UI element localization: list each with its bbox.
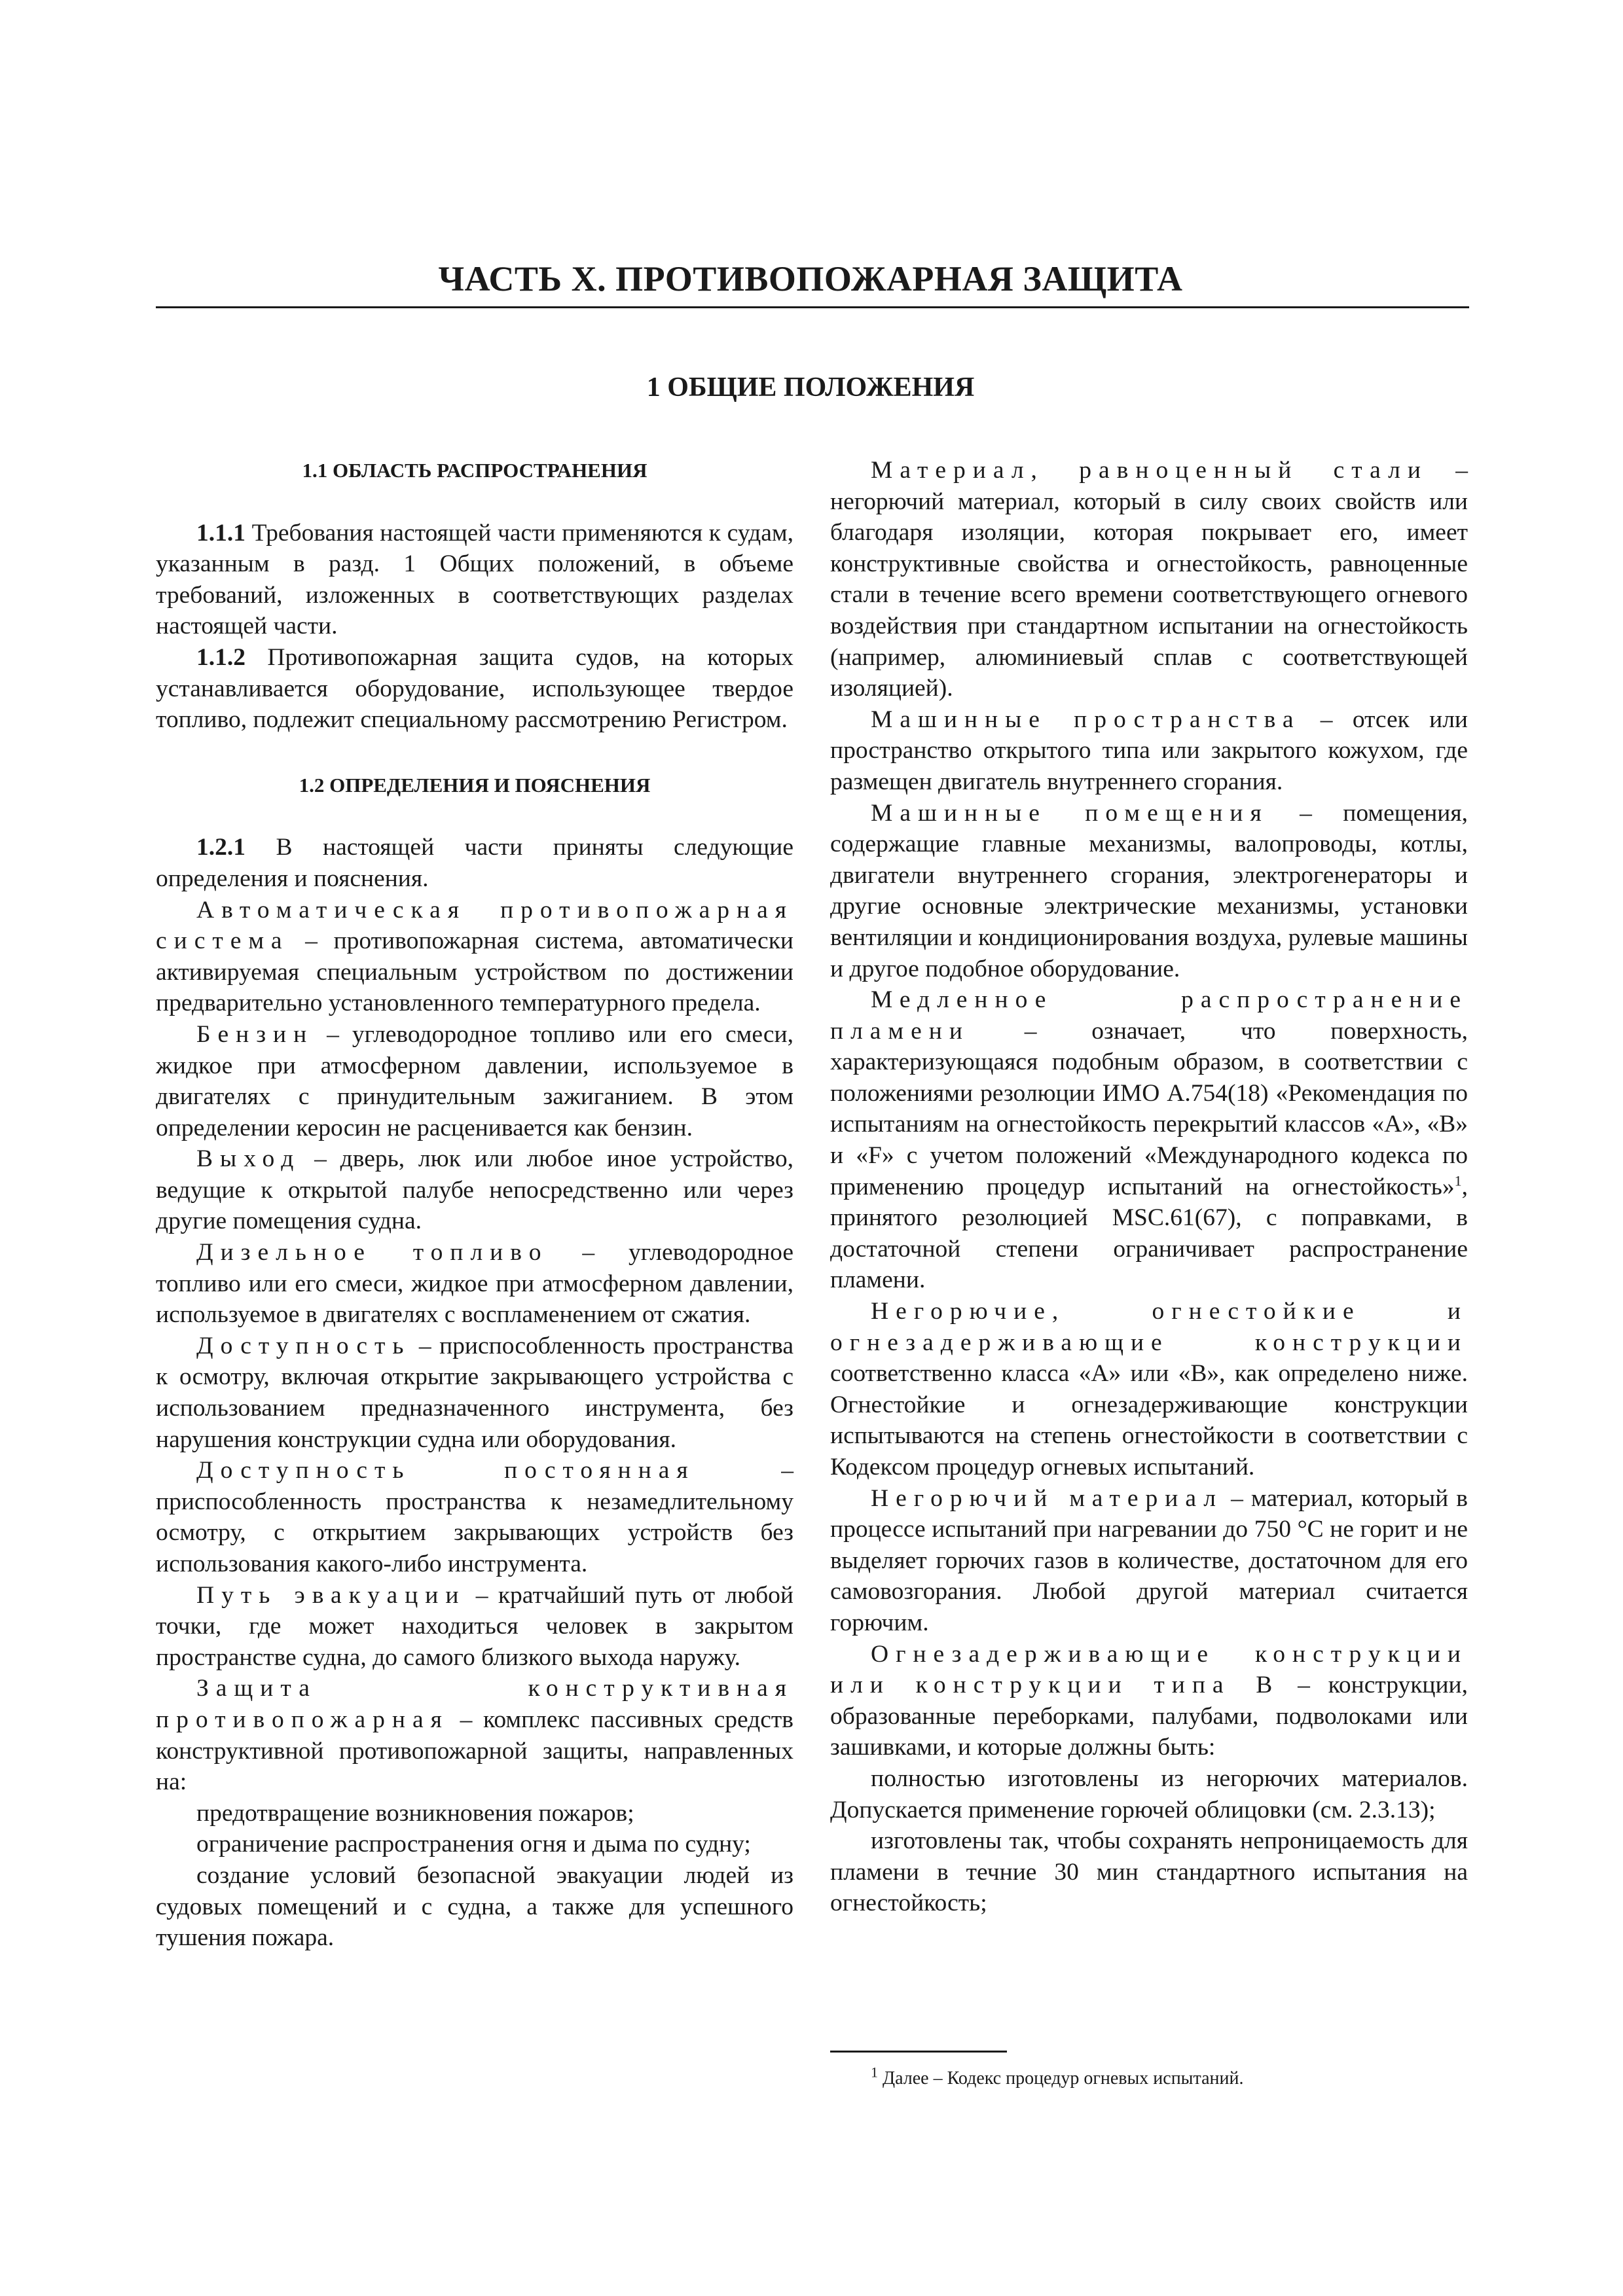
clause-text: Требования настоящей части применяются к судам, указанным в разд. 1 Общих положений, в объеме требований, изложенных в соответствующих разделах настоящей части. xyxy=(156,519,793,640)
definition-text: – приспособленность пространства к незамедлительному осмотру, с открытием закрывающих устройств без использования какого-либо инструмента. xyxy=(156,1457,793,1577)
list-item: изготовлены так, чтобы сохранять непроницаемость для пламени в течние 30 мин стандартного испытания на огнестойкость; xyxy=(830,1827,1468,1917)
section-title: 1 ОБЩИЕ ПОЛОЖЕНИЯ xyxy=(646,372,975,403)
definition-term: Автоматическая противопожарная система xyxy=(156,896,793,955)
subsection-heading-definitions: 1.2 ОПРЕДЕЛЕНИЯ И ПОЯСНЕНИЯ xyxy=(299,773,651,797)
definition-term: Машинные пространства xyxy=(871,706,1301,733)
definition xyxy=(156,1237,793,1331)
definition-text: – отсек или пространство открытого типа или закрытого кожухом, где размещен двигатель внутреннего сгорания. xyxy=(830,706,1468,795)
definition xyxy=(830,1483,1468,1639)
definition xyxy=(156,1019,793,1143)
definition-term: Выход xyxy=(196,1145,301,1173)
definition-text: – углеводородное топливо или его смеси, жидкое при атмосферном давлении, используемое в двигателях с принудительным зажиганием. В этом определении керосин не расценивается как бензин. xyxy=(156,1020,793,1141)
definition-text-continued: , принятого резолюцией MSC.61(67), с поправками, в достаточной степени ограничивает распространение пламени. xyxy=(830,1173,1468,1294)
definition-term: Негорючие, огнестойкие и огнезадерживающие конструкции xyxy=(830,1298,1468,1356)
definition-text: – углеводородное топливо или его смеси, жидкое при атмосферном давлении, используемое в двигателях с воспламенением от сжатия. xyxy=(156,1239,793,1329)
paragraph-1-2-1 xyxy=(156,832,793,894)
clause-text: В настоящей части приняты следующие определения и пояснения. xyxy=(156,834,793,892)
definition xyxy=(156,1580,793,1674)
list-item: предотвращение возникновения пожаров; xyxy=(196,1799,634,1827)
definition-term: Доступность постоянная xyxy=(196,1457,695,1484)
definition xyxy=(156,1331,793,1455)
definition xyxy=(156,1673,793,1797)
definition xyxy=(156,1143,793,1237)
definition xyxy=(156,895,793,1019)
definition-term: Материал, равноценный стали xyxy=(871,457,1428,484)
definition-term: Доступность xyxy=(196,1332,411,1359)
part-title: ЧАСТЬ X. ПРОТИВОПОЖАРНАЯ ЗАЩИТА xyxy=(438,259,1183,298)
definition xyxy=(830,455,1468,704)
definition-term: Негорючий материал xyxy=(871,1484,1224,1512)
definition xyxy=(830,984,1468,1296)
definition-text: соответственно класса «А» или «В», как определено ниже. Огнестойкие и огнезадерживающие конструкции испытываются на степень огнестойкости в соответствии с Кодексом процедур огневых испытаний. xyxy=(830,1360,1468,1480)
definition-term: Огнезадерживающие конструкции или конструкции типа B xyxy=(830,1640,1468,1699)
definition-text: – негорючий материал, который в силу своих свойств или благодаря изоляции, которая покрывает его, имеет конструктивные свойства и огнестойкость, равноценные стали в течение всего времени соответствующего огневого воздействия при стандартном испытании на огнестойкость (например, алюминиевый сплав с соответствующей изоляцией). xyxy=(830,457,1468,702)
right-column xyxy=(830,455,1468,1919)
clause-text: Противопожарная защита судов, на которых устанавливается оборудование, использующее твердое топливо, подлежит специальному рассмотрению Регистром. xyxy=(156,643,793,734)
definition-text: – противопожарная система, автоматически активируемая специальным устройством по достижении предварительно установленного температурного предела. xyxy=(156,927,793,1017)
footnote xyxy=(871,2064,1460,2090)
definition xyxy=(830,1296,1468,1483)
definition xyxy=(156,1455,793,1579)
definition-text: – приспособленность пространства к осмотру, включая открытие закрывающего устройства с использованием предназначенного инструмента, без нарушения конструкции судна или оборудования. xyxy=(156,1332,793,1453)
definition-text: – материал, который в процессе испытаний при нагревании до 750 °C не горит и не выделяет горючих газов в количестве, достаточном для его самовозгорания. Любой другой материал считается горючим. xyxy=(830,1484,1468,1636)
definition-text: – означает, что поверхность, характеризующаяся подобным образом, в соответствии с положениями резолюции ИМО A.754(18) «Рекомендация по испытаниям на огнестойкость перекрытий классов «А», «В» и «F» с учетом положений «Международного кодекса по применению процедур испытаний на огнестойкость» xyxy=(830,1017,1468,1200)
definition-text: – комплекс пассивных средств конструктивной противопожарной защиты, направленных на: xyxy=(156,1706,793,1796)
footnote-text: Далее – Кодекс процедур огневых испытаний. xyxy=(878,2068,1244,2089)
definition-term: Медленное распространение пламени xyxy=(830,986,1468,1045)
title-rule xyxy=(156,306,1469,308)
list-item: создание условий безопасной эвакуации людей из судовых помещений и с судна, а также для успешного тушения пожара. xyxy=(156,1861,793,1952)
clause-number: 1.1.1 xyxy=(196,519,246,547)
footnote-reference: 1 xyxy=(1454,1172,1462,1189)
definition xyxy=(830,798,1468,985)
clause-number: 1.1.2 xyxy=(196,643,246,671)
definition-text: – помещения, содержащие главные механизмы, валопроводы, котлы, двигатели внутреннего сгорания, электрогенераторы и другие основные электрические механизмы, установки вентиляции и кондиционирования воздуха, рулевые машины и другое подобное оборудование. xyxy=(830,799,1468,982)
definition xyxy=(830,1639,1468,1763)
definition-text: – дверь, люк или любое иное устройство, ведущие к открытой палубе непосредственно или через другие помещения судна. xyxy=(156,1145,793,1235)
clause-number: 1.2.1 xyxy=(196,834,246,861)
paragraph-1-1-2 xyxy=(156,642,793,736)
definition-text: – конструкции, образованные переборками, палубами, подволоками или зашивками, и которые должны быть: xyxy=(830,1672,1468,1761)
definition-term: Бензин xyxy=(196,1020,314,1048)
definition-term: Машинные помещения xyxy=(871,799,1269,827)
list-item: ограничение распространения огня и дыма по судну; xyxy=(196,1831,751,1858)
footnote-mark: 1 xyxy=(871,2064,878,2081)
list-item: полностью изготовлены из негорючих материалов. Допускается применение горючей облицовки (см. 2.3.13); xyxy=(830,1765,1468,1823)
definition-term: Дизельное топливо xyxy=(196,1239,549,1266)
paragraph-1-1-1 xyxy=(156,518,793,642)
definition xyxy=(830,704,1468,798)
definition-text: – кратчайший путь от любой точки, где может находиться человек в закрытом пространстве судна, до самого близкого выхода наружу. xyxy=(156,1581,793,1671)
definition-term: Защита конструктивная противопожарная xyxy=(156,1675,793,1733)
subsection-heading-scope: 1.1 ОБЛАСТЬ РАСПРОСТРАНЕНИЯ xyxy=(302,459,647,482)
footnote-rule xyxy=(830,2051,1007,2053)
definition-term: Путь эвакуации xyxy=(196,1581,466,1609)
left-column xyxy=(156,455,793,1954)
